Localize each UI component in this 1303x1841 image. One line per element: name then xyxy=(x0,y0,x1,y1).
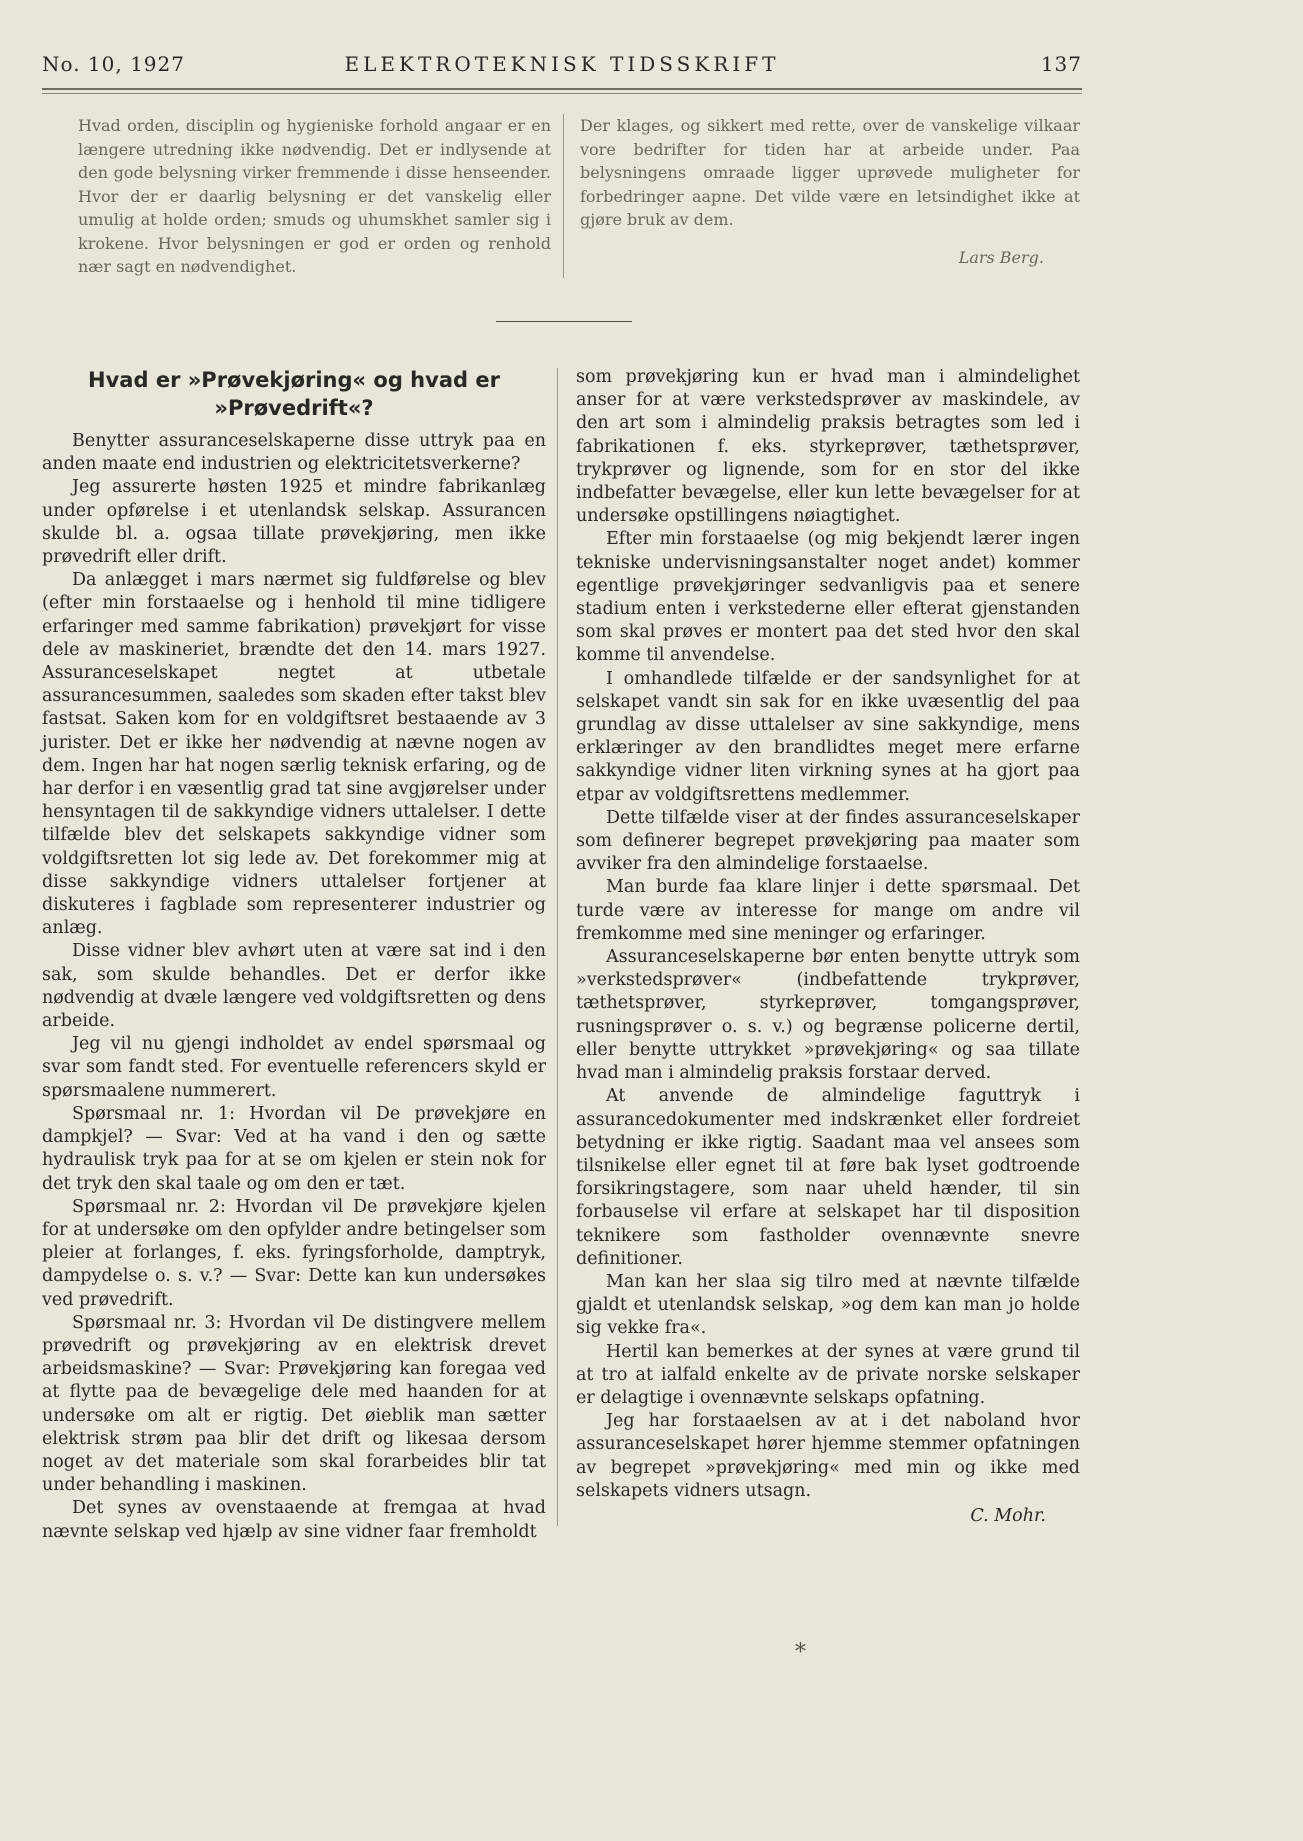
previous-article-left-column xyxy=(78,114,551,279)
article-title-line1: Hvad er »Prøvekjøring« og hvad er xyxy=(88,368,500,392)
paragraph: Efter min forstaaelse (og mig bekjendt lærer ingen tekniske undervisningsanstalter noget andet) kommer egentlige prøvekjøringer sedvanligvis paa et senere stadium enten i verkstederne eller efterat gjenstanden som skal prøves er montert paa det sted hvor den skal komme til anvendelse. xyxy=(576,529,1080,666)
paragraph: Spørsmaal nr. 3: Hvordan vil De distingvere mellem prøvedrift og prøvekjøring av en elektrisk drevet arbeidsmaskine? — Svar: Prøvekjøring kan foregaa ved at flytte paa de bevægelige dele med haanden for at undersøke om alt er rigtig. Det øieblik man sætter elektrisk strøm paa blir det drift og likesaa dersom noget av det materiale som skal forarbeides blir tat under behandling i maskinen. xyxy=(42,1312,546,1496)
paragraph: Spørsmaal nr. 2: Hvordan vil De prøvekjøre kjelen for at undersøke om den opfylder andre betingelser som pleier at forlanges, f. eks. fyringsforholde, damptryk, dampydelse o. s. v.? — Svar: Dette kan kun undersøkes ved prøvedrift. xyxy=(42,1196,546,1310)
paragraph: som prøvekjøring kun er hvad man i almindelighet anser for at være verkstedsprøver av maskindele, av den art som i almindelig praksis betragtes som led i fabrikationen f. eks. styrkeprøver, tæthetsprøver, trykprøver og lignende, som for en stor del ikke indbefatter bevægelse, eller kun lette bevægelser for at undersøke opstillingens nøiagtighet. xyxy=(576,367,1080,527)
page-header xyxy=(42,52,1082,82)
previous-article-signature: Lars Berg. xyxy=(958,247,1044,267)
issue-number: No. 10, 1927 xyxy=(42,52,185,76)
previous-article-left-text: Hvad orden, disciplin og hygieniske forhold angaar er en længere utredning ikke nødvendig. Det er indlysende at den gode belysning virker fremmende i disse henseender. Hvor der er daarlig belysning er det vanskelig eller umulig at holde orden; smuds og uhumskhet samler sig i krokene. Hvor belysningen er god er orden og renhold nær sagt en nødvendighet. xyxy=(78,116,551,276)
previous-article-right-column xyxy=(580,114,1080,269)
article-title-line2: »Prøvedrift«? xyxy=(214,396,374,420)
paragraph: Jeg vil nu gjengi indholdet av endel spørsmaal og svar som fandt sted. For eventuelle referencers skyld er spørsmaalene nummerert. xyxy=(42,1034,546,1101)
paragraph: Hertil kan bemerkes at der synes at være grund til at tro at ialfald enkelte av de private norske selskaper er delagtige i ovennævnte selskaps opfatning. xyxy=(576,1341,1080,1408)
column-divider-top xyxy=(563,114,564,278)
article-signature: C. Mohr. xyxy=(970,1505,1046,1526)
column-divider-main xyxy=(557,368,558,1526)
paragraph: Assuranceselskaperne bør enten benytte uttryk som »verkstedsprøver« (indbefattende trykprøver, tæthetsprøver, styrkeprøver, tomgangsprøver, rusningsprøver o. s. v.) og begrænse policerne dertil, eller benytte uttrykket »prøvekjøring« og saa tillate hvad man i almindelig praksis forstaar derved. xyxy=(576,947,1080,1084)
header-rule xyxy=(42,88,1082,90)
page-number: 137 xyxy=(1040,52,1082,76)
article-title xyxy=(42,366,546,422)
paragraph: At anvende de almindelige faguttryk i assurancedokumenter med indskrænket eller fordreiet betydning er ikke rigtig. Saadant maa vel ansees som tilsnikelse eller egnet til at føre bak lyset godtroende forsikringstagere, som naar uheld hænder, til sin forbauselse vil erfare at selskapet har til disposition teknikere som fastholder ovennævnte snevre definitioner. xyxy=(576,1086,1080,1269)
header-rule-thin xyxy=(42,93,1082,94)
paragraph: Spørsmaal nr. 1: Hvordan vil De prøvekjøre en dampkjel? — Svar: Ved at ha vand i den og sætte hydraulisk tryk paa for at se om kjelen er stein nok for det tryk den skal taale og om den er tæt. xyxy=(42,1103,546,1194)
article-right-column xyxy=(576,366,1080,1528)
paragraph: Dette tilfælde viser at der findes assuranceselskaper som definerer begrepet prøvekjøring paa maater som avviker fra den almindelige forstaaelse. xyxy=(576,807,1080,875)
paragraph: I omhandlede tilfælde er der sandsynlighet for at selskapet vandt sin sak for en ikke uvæsentlig del paa grundlag av disse uttalelser av sine sakkyndige, mens erklæringer av den brandlidtes meget mere erfarne sakkyndige vidner liten virkning synes at ha gjort paa etpar av voldgiftsrettens medlemmer. xyxy=(576,668,1080,805)
article-left-column xyxy=(42,366,546,1544)
paragraph: Jeg har forstaaelsen av at i det naboland hvor assuranceselskapet hører hjemme stemmer opfatningen av begrepet »prøvekjøring« med min og ikke med selskapets vidners utsagn. xyxy=(576,1411,1080,1501)
paragraph: Man kan her slaa sig tilro med at nævnte tilfælde gjaldt et utenlandsk selskap, »og dem kan man jo holde sig vekke fra«. xyxy=(576,1271,1080,1339)
paragraph: Man burde faa klare linjer i dette spørsmaal. Det turde være av interesse for mange om andre vil fremkomme med sine meninger og erfaringer. xyxy=(576,877,1080,944)
end-mark: * xyxy=(795,1640,806,1665)
paragraph: Benytter assuranceselskaperne disse uttryk paa en anden maate end industrien og elektricitetsverkerne? xyxy=(42,431,546,475)
paragraph: Da anlægget i mars nærmet sig fuldførelse og blev (efter min forstaaelse og i henhold til mine tidligere erfaringer med samme fabrikation) prøvekjørt for visse dele av maskineriet, brændte det den 14. mars 1927. Assuranceselskapet negtet at utbetale assurancesummen, saaledes som skaden efter takst blev fastsat. Saken kom for en voldgiftsret bestaaende av 3 jurister. Det er ikke her nødvendig at nævne nogen av dem. Ingen har hat nogen særlig teknisk erfaring, og de har derfor i en væsentlig grad tat sine avgjørelser under hensyntagen til de sakkyndige vidners uttalelser. I dette tilfælde blev det selskapets sakkyndige vidner som voldgiftsretten lot sig lede av. Det forekommer mig at disse sakkyndige vidners uttalelser fortjener at diskuteres i fagblade som representerer industrier og anlæg. xyxy=(42,570,546,939)
paragraph: Det synes av ovenstaaende at fremgaa at hvad nævnte selskap ved hjælp av sine vidner faar fremholdt xyxy=(42,1498,546,1542)
paragraph: Jeg assurerte høsten 1925 et mindre fabrikanlæg under opførelse i et utenlandsk selskap. Assurancen skulde bl. a. ogsaa tillate prøvekjøring, men ikke prøvedrift eller drift. xyxy=(42,477,546,568)
paragraph: Disse vidner blev avhørt uten at være sat ind i den sak, som skulde behandles. Det er derfor ikke nødvendig at dvæle længere ved voldgiftsretten og dens arbeide. xyxy=(42,941,546,1032)
journal-title: ELEKTROTEKNISK TIDSSKRIFT xyxy=(344,52,780,76)
previous-article-right-text: Der klages, og sikkert med rette, over de vanskelige vilkaar vore bedrifter for tiden har at arbeide under. Paa belysningens omraade ligger uprøvede muligheter for forbedringer aapne. Det vilde være en letsindighet ikke at gjøre bruk av dem. xyxy=(580,116,1080,229)
section-divider xyxy=(496,321,632,322)
